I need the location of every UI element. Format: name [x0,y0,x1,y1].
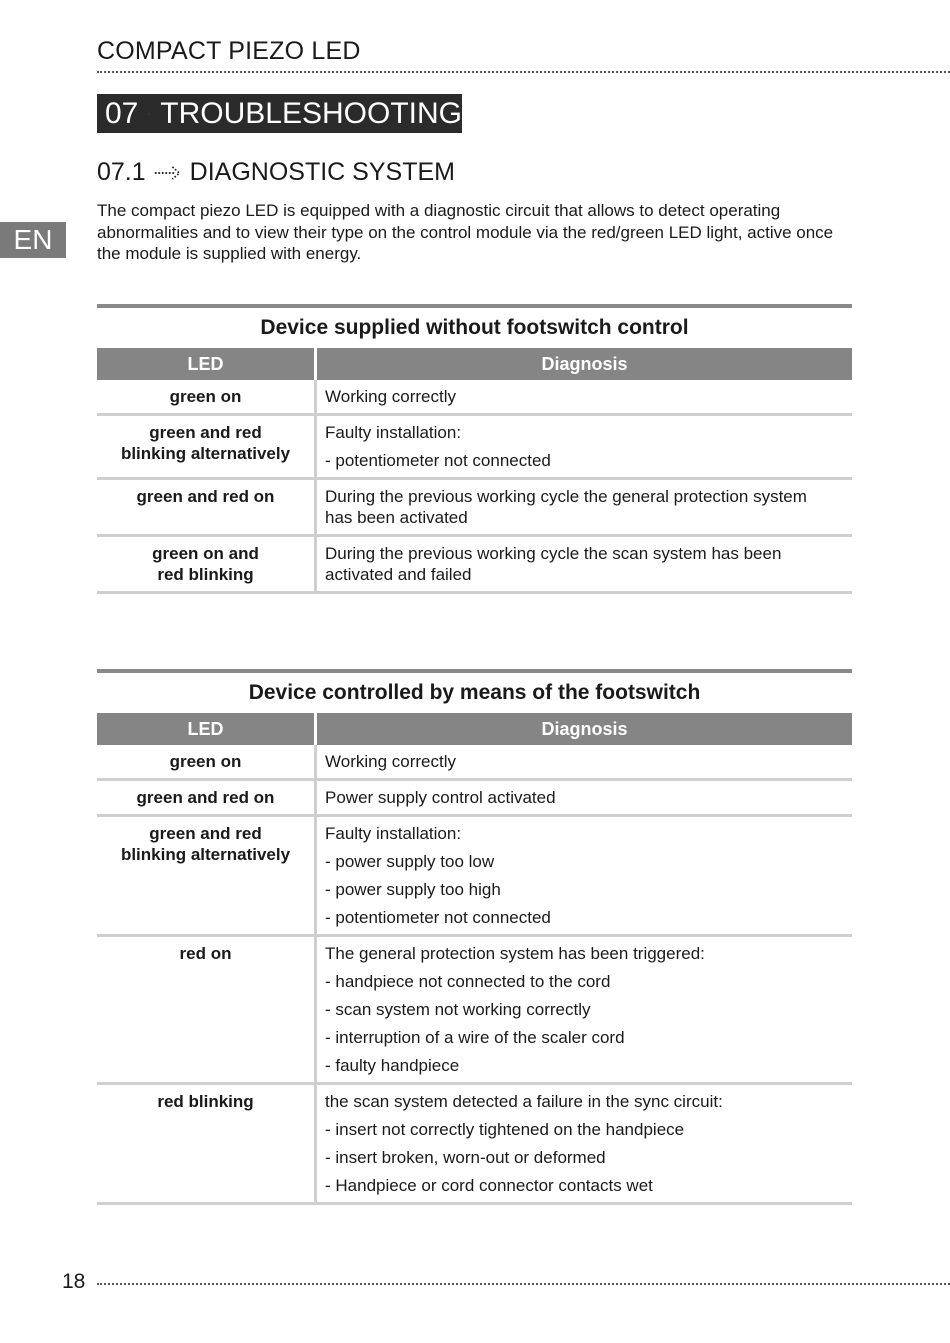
page-number: 18 [62,1270,86,1293]
led-state-text: green on [169,387,242,406]
diagnosis-text: - insert broken, worn-out or deformed [325,1148,606,1167]
table-title: Device supplied without footswitch control [260,316,689,339]
subsection-number: 07.1 [97,158,146,186]
diagnosis-text: Faulty installation: [325,824,462,843]
diagnosis-text: - power supply too low [325,852,495,871]
column-header-diagnosis: Diagnosis [317,713,852,745]
diagnosis-cell [314,745,852,778]
led-state-text: blinking alternatively [120,845,291,864]
diagnosis-text: Faulty installation: [325,423,462,442]
subsection-title: DIAGNOSTIC SYSTEM [189,158,455,186]
led-state-cell [97,537,314,591]
diagnosis-cell [314,1085,852,1202]
diagnosis-text: - potentiometer not connected [325,451,551,470]
diagnosis-text: has been activated [325,508,468,527]
table-row [97,416,852,480]
led-state-cell [97,745,314,778]
document-title: COMPACT PIEZO LED [97,37,361,65]
diagnosis-text: Working correctly [325,387,456,406]
diagnosis-text: the scan system detected a failure in the sync circuit: [325,1092,723,1111]
column-header-diagnosis: Diagnosis [317,348,852,380]
diagnosis-text: During the previous working cycle the general protection system [325,487,807,506]
led-state-cell [97,781,314,814]
diagnosis-text: activated and failed [325,565,472,584]
section-number: 07 [105,96,139,130]
diagnosis-cell [314,537,852,591]
diagnosis-cell [314,480,852,534]
header-dotted-rule [97,71,950,73]
diagnosis-text: - power supply too high [325,880,501,899]
led-state-text: green on [169,752,242,771]
led-state-text: red blinking [157,565,254,584]
section-heading [97,94,462,133]
footer-dotted-rule [97,1283,950,1285]
diagnosis-text: - handpiece not connected to the cord [325,972,611,991]
diagnosis-text: - scan system not working correctly [325,1000,591,1019]
diagnosis-text: - potentiometer not connected [325,908,551,927]
led-state-text: green and red [149,824,262,843]
table-row [97,1085,852,1205]
table-header [97,348,852,380]
led-state-text: green on and [152,544,259,563]
diagnosis-text: - insert not correctly tightened on the handpiece [325,1120,685,1139]
subsection-heading [97,158,455,187]
table-body [97,380,852,594]
intro-paragraph: The compact piezo LED is equipped with a diagnostic circuit that allows to detect operating abnormalities and to view their type on the control module via the red/green LED light, active once the module is supplied with energy. [97,201,834,263]
diagnosis-text: - interruption of a wire of the scaler cord [325,1028,625,1047]
diagnostic-table-no-footswitch [97,304,852,594]
table-row [97,937,852,1085]
diagnostic-table-footswitch [97,669,852,1205]
led-state-text: red on [179,944,232,963]
led-state-cell [97,380,314,413]
table-row [97,781,852,817]
table-row [97,817,852,937]
column-header-led: LED [97,713,314,745]
diagnosis-text: - faulty handpiece [325,1056,460,1075]
table-body [97,745,852,1205]
led-state-text: green and red on [136,487,275,506]
table-title: Device controlled by means of the footswitch [248,681,701,704]
led-state-text: green and red [149,423,262,442]
diagnosis-cell [314,937,852,1082]
diagnosis-cell [314,416,852,477]
section-title: TROUBLESHOOTING [160,96,462,130]
table-row [97,380,852,416]
diagnosis-text: The general protection system has been triggered: [325,944,705,963]
led-state-cell [97,817,314,934]
table-header [97,713,852,745]
diagnosis-text: Working correctly [325,752,456,771]
led-state-cell [97,480,314,534]
led-state-cell [97,937,314,1082]
diagnosis-text: - Handpiece or cord connector contacts wet [325,1176,653,1195]
column-header-led: LED [97,348,314,380]
diagnosis-cell [314,817,852,934]
diagnosis-cell [314,781,852,814]
table-row [97,537,852,594]
table-row [97,745,852,781]
led-state-cell [97,1085,314,1202]
diagnosis-cell [314,380,852,413]
diagnosis-text: During the previous working cycle the scan system has been [325,544,782,563]
dotted-arrow-icon [154,164,182,182]
table-row [97,480,852,537]
led-state-cell [97,416,314,477]
dotted-arrow-icon [148,104,150,124]
led-state-text: green and red on [136,788,275,807]
diagnosis-text: Power supply control activated [325,788,556,807]
led-state-text: red blinking [157,1092,254,1111]
language-tab: EN [0,222,66,258]
led-state-text: blinking alternatively [120,444,291,463]
